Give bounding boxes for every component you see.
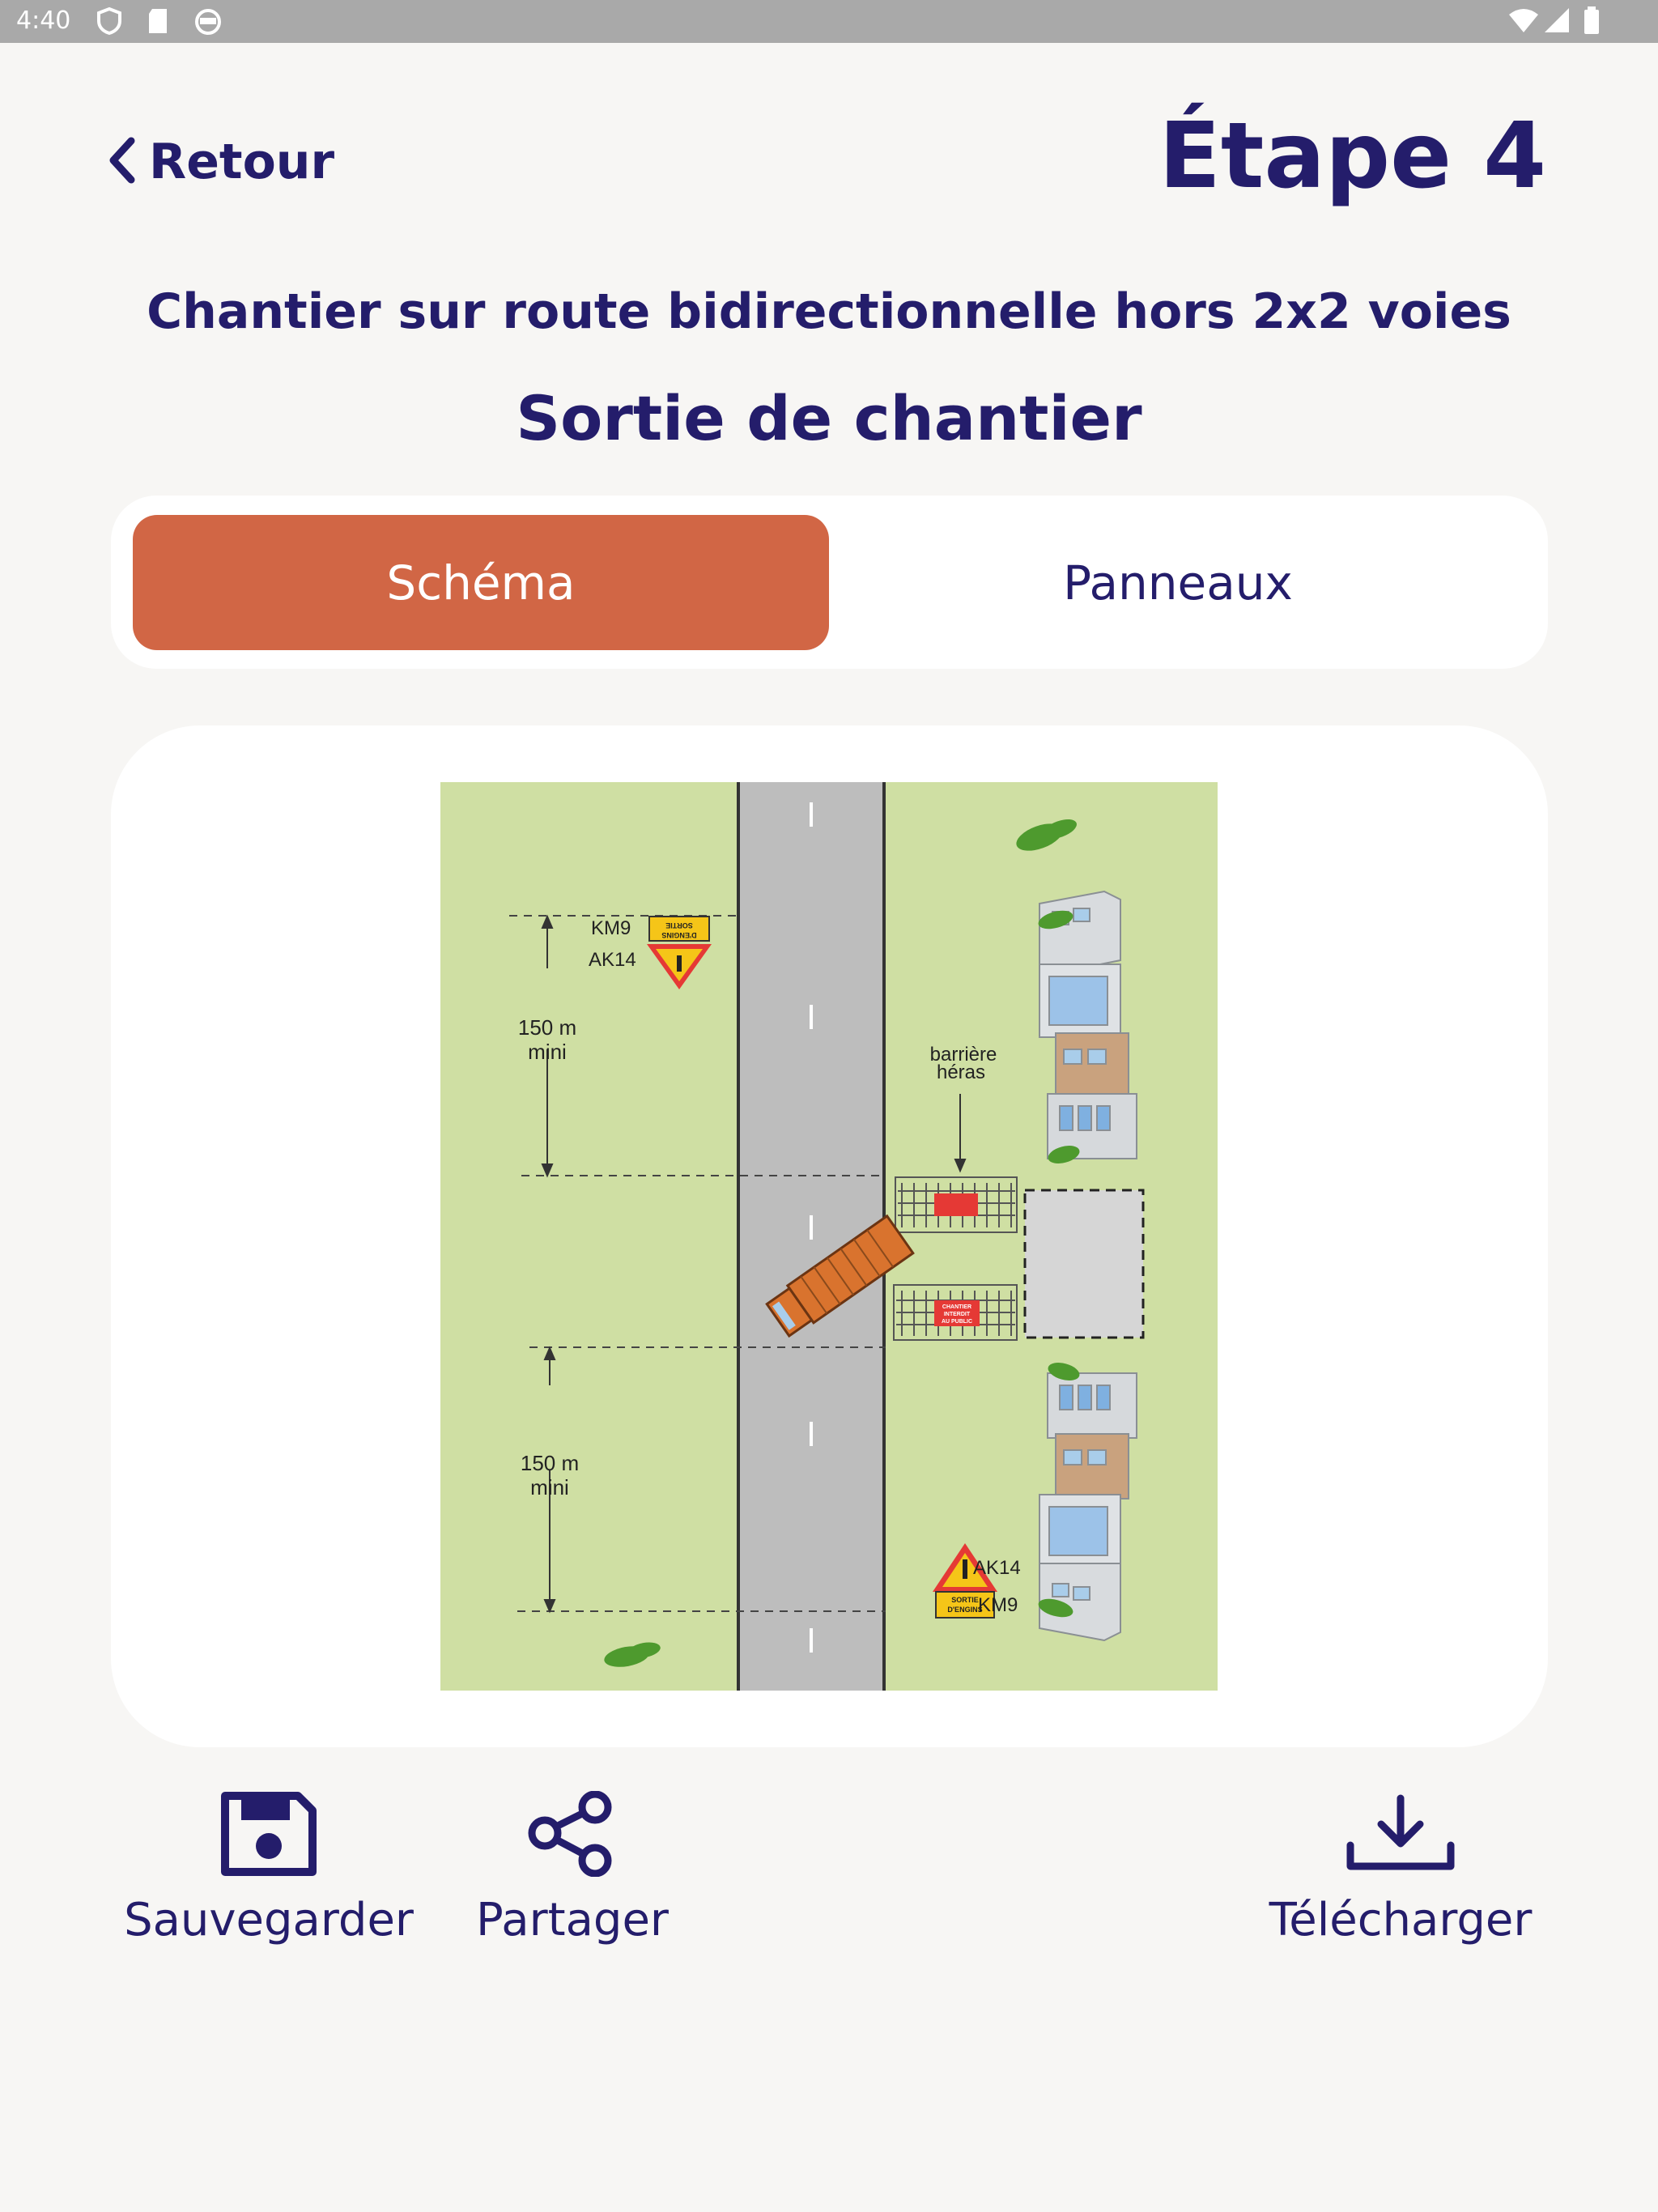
fence-sign-text-2: INTERDIT bbox=[943, 1312, 971, 1317]
distance-top-value: 150 m bbox=[517, 1015, 577, 1040]
save-icon bbox=[220, 1785, 317, 1882]
download-button[interactable] bbox=[1256, 1785, 1545, 1946]
worksite-diagram bbox=[440, 782, 1218, 1691]
back-label: Retour bbox=[149, 134, 335, 190]
battery-icon bbox=[1584, 6, 1600, 39]
signal-icon bbox=[1543, 6, 1571, 39]
tab-schema[interactable]: Schéma bbox=[133, 515, 829, 650]
share-icon bbox=[525, 1785, 619, 1882]
tab-panneaux[interactable]: Panneaux bbox=[1063, 555, 1293, 610]
wifi-icon bbox=[1507, 6, 1540, 39]
fence-sign-text-1: CHANTIER bbox=[942, 1304, 972, 1310]
sign-top-text-2: D'ENGINS bbox=[661, 931, 697, 939]
status-time: 4:40 bbox=[16, 6, 71, 35]
sign-bottom-text-1: SORTIE bbox=[951, 1596, 979, 1604]
fence-sign-text-3: AU PUBLIC bbox=[941, 1319, 973, 1325]
ak14-top-label: AK14 bbox=[589, 949, 636, 971]
distance-bottom-value: 150 m bbox=[520, 1451, 580, 1475]
work-zone bbox=[1025, 1190, 1143, 1338]
shield-icon bbox=[96, 6, 123, 39]
status-bar bbox=[0, 0, 1658, 43]
section-title: Sortie de chantier bbox=[516, 382, 1142, 454]
chevron-left-icon bbox=[105, 134, 138, 189]
barrier-label-line1: barrière bbox=[929, 1044, 997, 1066]
back-button[interactable] bbox=[105, 125, 334, 198]
km9-bottom-label: KM9 bbox=[978, 1594, 1018, 1616]
save-label: Sauvegarder bbox=[124, 1894, 414, 1946]
save-button[interactable] bbox=[111, 1785, 427, 1946]
share-label: Partager bbox=[476, 1894, 669, 1946]
sign-top-text-1: SORTIE bbox=[665, 921, 693, 929]
distance-top-unit: mini bbox=[528, 1040, 567, 1064]
sign-bottom-text-2: D'ENGINS bbox=[947, 1606, 983, 1614]
download-label: Télécharger bbox=[1269, 1894, 1533, 1946]
page-subtitle: Chantier sur route bidirectionnelle hors 2x2 voies bbox=[147, 283, 1511, 340]
page-title: Étape 4 bbox=[1158, 104, 1546, 209]
tab-bar bbox=[111, 496, 1548, 669]
fence-sign-top bbox=[934, 1193, 978, 1216]
fence-sign-bottom bbox=[934, 1300, 980, 1326]
android-icon bbox=[193, 6, 223, 39]
distance-bottom-unit: mini bbox=[530, 1475, 569, 1499]
km9-top-label: KM9 bbox=[591, 917, 631, 939]
share-button[interactable] bbox=[467, 1785, 678, 1946]
download-icon bbox=[1346, 1785, 1456, 1882]
ak14-bottom-label: AK14 bbox=[973, 1557, 1021, 1579]
sd-card-icon bbox=[146, 6, 170, 39]
barrier-label-line2: héras bbox=[936, 1061, 986, 1083]
